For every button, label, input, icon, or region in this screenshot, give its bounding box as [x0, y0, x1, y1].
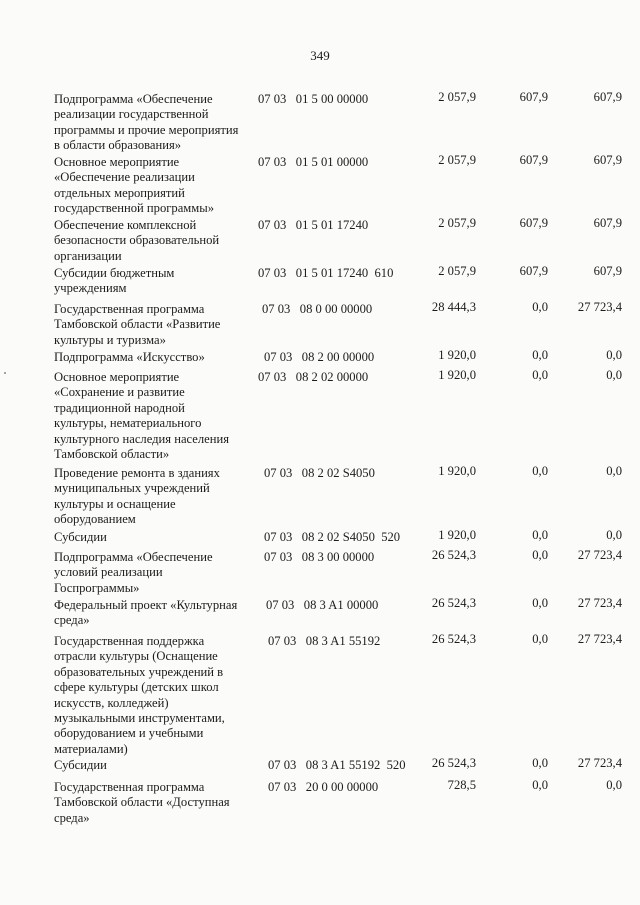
row-name-line: Федеральный проект «Культурная	[54, 598, 238, 612]
row-value-1: 2 057,9	[438, 90, 476, 104]
row-name-line: оборудованием	[54, 512, 136, 527]
row-name-line: традиционной народной	[54, 400, 185, 415]
row-code: 07 03 08 3 A1 55192 520	[268, 758, 406, 772]
row-value-1: 26 524,3	[431, 756, 476, 770]
row-code: 07 03 08 2 00 00000	[264, 350, 375, 364]
row-value-1: 2 057,9	[438, 153, 476, 167]
row-name-line: Подпрограмма «Обеспечение	[54, 550, 213, 564]
row-name-line: организации	[54, 248, 122, 263]
row-name-line: сфере культуры (детских школ	[54, 680, 219, 695]
row-value-1: 26 524,3	[431, 632, 476, 646]
row-name-line: культуры, нематериального	[54, 416, 202, 431]
row-value-2: 0,0	[532, 528, 548, 542]
row-name	[54, 266, 260, 297]
row-value-2: 0,0	[532, 778, 548, 792]
row-value-3: 0,0	[606, 528, 622, 542]
row-value-3: 27 723,4	[577, 300, 622, 314]
row-name-line: в области образования»	[54, 138, 182, 153]
row-value-2: 0,0	[532, 348, 548, 362]
row-value-2: 0,0	[532, 464, 548, 478]
row-name-line: Тамбовской области»	[54, 447, 170, 462]
row-name-line: отрасли культуры (Оснащение	[54, 649, 218, 664]
row-name-line: муниципальных учреждений	[54, 481, 210, 496]
row-value-1: 1 920,0	[438, 348, 476, 362]
row-value-1: 1 920,0	[438, 368, 476, 382]
row-name-line: безопасности образовательной	[54, 233, 220, 248]
row-name-line: условий реализации	[54, 565, 163, 580]
row-value-2: 607,9	[519, 216, 548, 230]
row-name	[54, 758, 260, 773]
table-row	[0, 778, 640, 825]
row-name-line: искусств, колледжей)	[54, 695, 169, 710]
row-name	[54, 634, 260, 757]
row-value-1: 1 920,0	[438, 464, 476, 478]
row-name	[54, 218, 260, 264]
row-name-line: культуры и оснащение	[54, 496, 176, 511]
row-name-line: среда»	[54, 613, 90, 628]
row-code: 07 03 08 2 02 00000	[258, 370, 369, 384]
row-value-3: 0,0	[606, 348, 622, 362]
row-code: 07 03 08 3 00 00000	[264, 550, 375, 564]
row-value-3: 607,9	[593, 90, 622, 104]
row-name	[54, 155, 260, 217]
table-row	[0, 548, 640, 595]
row-name-line: Тамбовской области «Развитие	[54, 317, 221, 332]
table-row	[0, 300, 640, 347]
row-name-line: Государственная поддержка	[54, 634, 205, 648]
row-code: 07 03 20 0 00 00000	[268, 780, 379, 794]
table-row	[0, 756, 640, 772]
row-name-line: Обеспечение комплексной	[54, 218, 197, 232]
row-value-1: 28 444,3	[431, 300, 476, 314]
row-name-line: Субсидии	[54, 758, 107, 772]
row-name-line: среда»	[54, 810, 90, 825]
row-value-1: 26 524,3	[431, 548, 476, 562]
row-code: 07 03 08 2 02 S4050	[264, 466, 375, 480]
table-row	[0, 464, 640, 527]
row-value-2: 0,0	[532, 596, 548, 610]
table-row	[0, 632, 640, 756]
row-value-3: 607,9	[593, 153, 622, 167]
row-value-1: 2 057,9	[438, 264, 476, 278]
row-name-line: Тамбовской области «Доступная	[54, 795, 230, 810]
row-name-line: Государственная программа	[54, 780, 205, 794]
row-code: 07 03 01 5 01 17240	[258, 218, 369, 232]
row-name-line: «Сохранение и развитие	[54, 385, 185, 400]
row-code: 07 03 08 0 00 00000	[262, 302, 373, 316]
row-name-line: программы и прочие мероприятия	[54, 122, 239, 137]
row-name-line: учреждениям	[54, 281, 127, 296]
row-name	[54, 350, 260, 365]
table-row	[0, 264, 640, 296]
row-name-line: реализации государственной	[54, 107, 209, 122]
row-name-line: культуры и туризма»	[54, 332, 166, 347]
row-name-line: Подпрограмма «Искусство»	[54, 350, 205, 364]
row-value-3: 27 723,4	[577, 548, 622, 562]
row-name-line: «Обеспечение реализации	[54, 170, 195, 185]
row-value-2: 0,0	[532, 300, 548, 314]
row-code: 07 03 08 3 A1 55192	[268, 634, 381, 648]
row-name-line: Госпрограммы»	[54, 580, 140, 595]
row-value-3: 27 723,4	[577, 596, 622, 610]
row-value-3: 0,0	[606, 464, 622, 478]
row-name	[54, 780, 260, 826]
page-number: 349	[310, 48, 330, 63]
row-value-2: 607,9	[519, 90, 548, 104]
row-code: 07 03 08 3 A1 00000	[266, 598, 379, 612]
row-name-line: Основное мероприятие	[54, 155, 180, 169]
row-value-2: 0,0	[532, 548, 548, 562]
row-name	[54, 598, 260, 629]
row-value-3: 0,0	[606, 368, 622, 382]
table-row	[0, 216, 640, 263]
row-code: 07 03 08 2 02 S4050 520	[264, 530, 401, 544]
row-name	[54, 530, 260, 545]
row-value-1: 728,5	[447, 778, 476, 792]
table-row	[0, 596, 640, 628]
table-row	[0, 528, 640, 544]
row-name-line: оборудованием и учебными	[54, 726, 204, 741]
scan-speck	[4, 372, 6, 374]
table-row	[0, 90, 640, 153]
row-name-line: образовательных учреждений в	[54, 664, 224, 679]
row-value-2: 607,9	[519, 153, 548, 167]
row-code: 07 03 01 5 00 00000	[258, 92, 369, 106]
row-value-2: 0,0	[532, 756, 548, 770]
row-name-line: музыкальными инструментами,	[54, 711, 225, 726]
row-value-3: 607,9	[593, 216, 622, 230]
row-name-line: Субсидии бюджетным	[54, 266, 175, 280]
row-value-1: 2 057,9	[438, 216, 476, 230]
row-value-2: 0,0	[532, 368, 548, 382]
row-value-3: 0,0	[606, 778, 622, 792]
row-name-line: Подпрограмма «Обеспечение	[54, 92, 213, 106]
row-name-line: культурного наследия населения	[54, 431, 230, 446]
row-value-1: 1 920,0	[438, 528, 476, 542]
row-name	[54, 370, 260, 462]
row-value-1: 26 524,3	[431, 596, 476, 610]
row-name	[54, 302, 260, 348]
row-name-line: Основное мероприятие	[54, 370, 180, 384]
row-code: 07 03 01 5 01 17240 610	[258, 266, 394, 280]
row-value-2: 0,0	[532, 632, 548, 646]
row-name-line: отдельных мероприятий	[54, 185, 185, 200]
row-value-3: 27 723,4	[577, 756, 622, 770]
table-row	[0, 348, 640, 364]
table-row	[0, 368, 640, 462]
row-value-3: 27 723,4	[577, 632, 622, 646]
row-value-2: 607,9	[519, 264, 548, 278]
table-row	[0, 153, 640, 216]
row-name-line: Государственная программа	[54, 302, 205, 316]
row-code: 07 03 01 5 01 00000	[258, 155, 369, 169]
row-name	[54, 466, 260, 528]
row-value-3: 607,9	[593, 264, 622, 278]
row-name-line: Проведение ремонта в зданиях	[54, 466, 220, 480]
row-name-line: государственной программы»	[54, 201, 214, 216]
row-name-line: Субсидии	[54, 530, 107, 544]
row-name	[54, 92, 260, 154]
row-name-line: материалами)	[54, 741, 128, 756]
row-name	[54, 550, 260, 596]
